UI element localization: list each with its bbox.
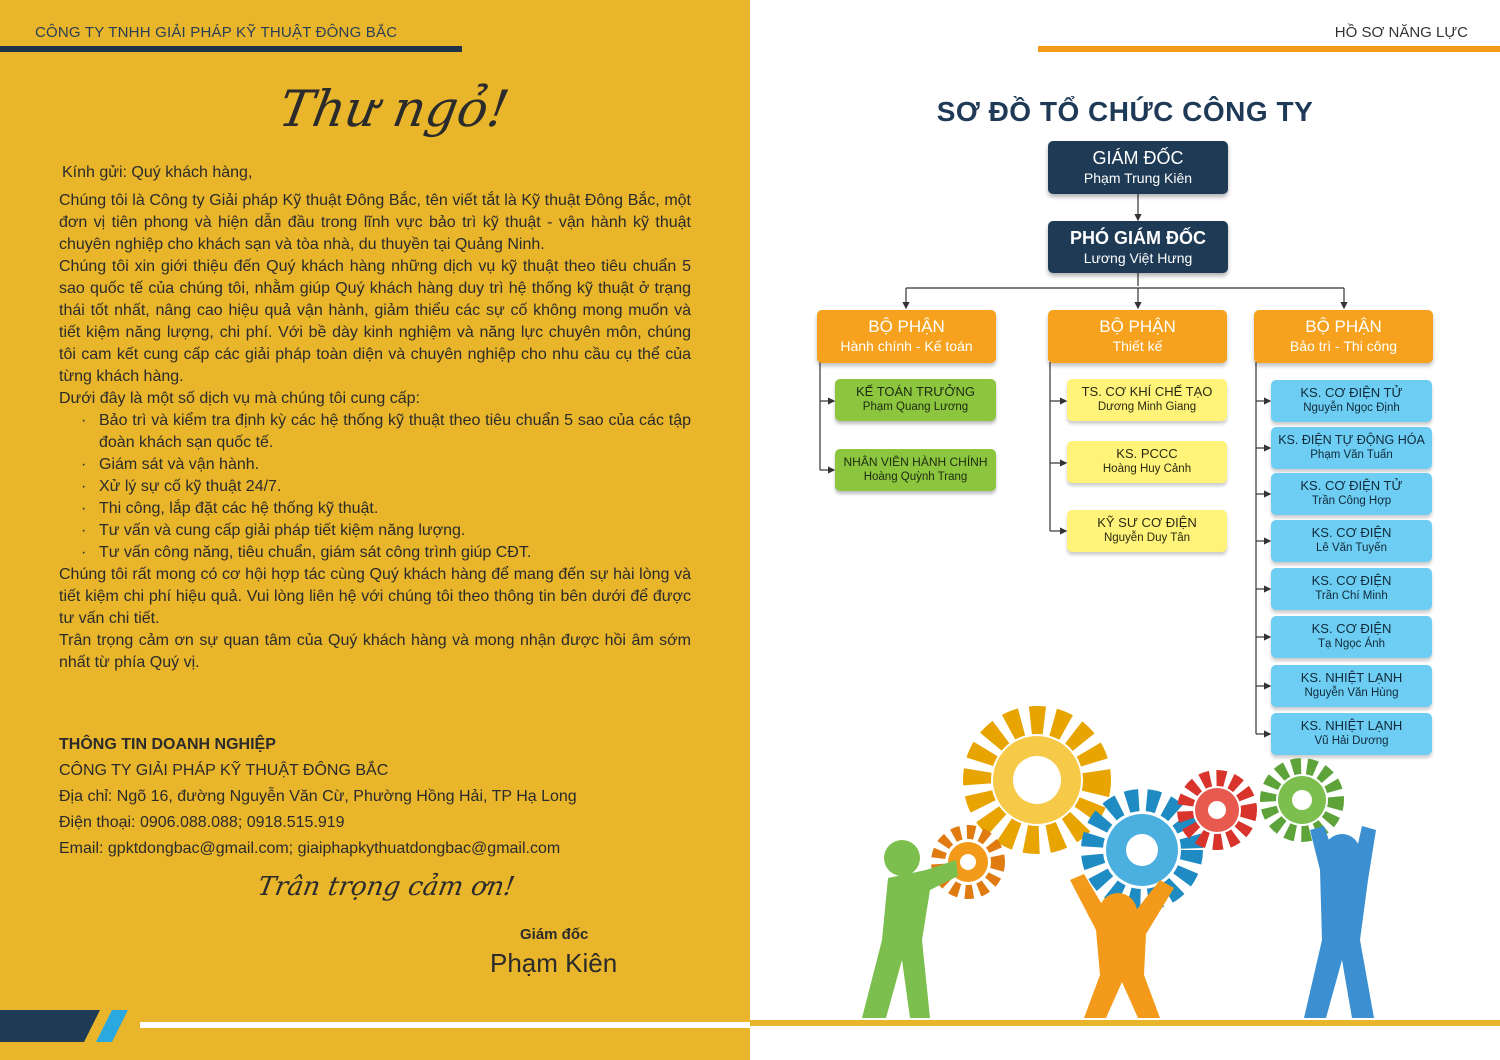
- staff-name: Nguyễn Duy Tân: [1103, 532, 1191, 544]
- staff-name: Nguyễn Văn Hùng: [1304, 687, 1399, 699]
- staff-name: Hoàng Quỳnh Trang: [863, 471, 968, 483]
- staff-title: TS. CƠ KHÍ CHẾ TẠO: [1081, 384, 1213, 399]
- staff-name: Dương Minh Giang: [1097, 401, 1197, 413]
- gear-icon: [977, 720, 1097, 840]
- staff-title: KS. CƠ ĐIỆN TỬ: [1300, 385, 1403, 400]
- signer-name: Phạm Kiên: [490, 948, 618, 978]
- gear-icon: [938, 832, 998, 892]
- business-info-title: THÔNG TIN DOANH NGHIỆP: [59, 736, 276, 753]
- letter-paragraph: Chúng tôi là Công ty Giải pháp Kỹ thuật Đông Bắc, tên viết tắt là Kỹ thuật Đông Bắc, một đơn vị tiên phong và hiện dẫn đầu trong lĩnh vực bảo trì kỹ thuật - vận hành kỹ thuật chuyên nghiệp cho khách sạn và tòa nhà, du thuyền tại Quảng Ninh.: [59, 192, 691, 253]
- department-title: BỘ PHẬN: [1099, 317, 1176, 336]
- staff-name: Phạm Quang Lương: [862, 401, 969, 413]
- staff-title: KS. CƠ ĐIỆN TỬ: [1300, 478, 1403, 493]
- staff-name: Phạm Văn Tuấn: [1310, 449, 1393, 461]
- signer-role: Giám đốc: [520, 926, 589, 943]
- letter-closing: Trân trọng cảm ơn sự quan tâm của Quý khách hàng và mong nhận được hồi âm sớm nhất từ phía Quý vị.: [59, 632, 691, 671]
- department-title: BỘ PHẬN: [1305, 317, 1382, 336]
- department-subtitle: Thiết kế: [1112, 338, 1163, 354]
- company-name: CÔNG TY GIẢI PHÁP KỸ THUẬT ĐÔNG BẮC: [59, 762, 389, 779]
- blue-figure-icon: [1304, 826, 1376, 1018]
- staff-name: Trần Chí Minh: [1315, 590, 1388, 602]
- staff-title: KS. CƠ ĐIỆN: [1311, 621, 1392, 636]
- staff-title: NHÂN VIÊN HÀNH CHÍNH: [843, 455, 988, 469]
- profile-header: HỒ SƠ NĂNG LỰC: [1334, 24, 1468, 41]
- staff-title: KS. CƠ ĐIỆN: [1311, 525, 1392, 540]
- staff-name: Nguyễn Ngọc Định: [1303, 402, 1400, 414]
- department-title: BỘ PHẬN: [868, 317, 945, 336]
- letter-paragraph: Chúng tôi xin giới thiệu đến Quý khách hàng những dịch vụ kỹ thuật theo tiêu chuẩn 5 sao quốc tế của chúng tôi, nhằm giúp Quý khách hàng duy trì hệ thống kỹ thuật ở trạng thái tốt nhất, nâng cao hiệu quả vận hành, giảm thiểu các sự cố không mong muốn và tiết kiệm năng lượng, chi phí. Với bề dày kinh nghiệm và năng lực chuyên môn, chúng tôi cam kết cung cấp các giải pháp toàn diện và chuyên nghiệp cho nhu cầu cụ thể của từng khách hàng.: [59, 258, 691, 385]
- department-subtitle: Hành chính - Kế toán: [840, 338, 973, 354]
- staff-name: Tạ Ngọc Ánh: [1317, 638, 1386, 650]
- department-subtitle: Bảo trì - Thi công: [1289, 338, 1398, 354]
- staff-name: Lê Văn Tuyến: [1316, 542, 1387, 554]
- service-item: · Giám sát và vận hành.: [59, 454, 691, 476]
- staff-name: Vũ Hải Dương: [1314, 735, 1389, 747]
- staff-name: Hoàng Huy Cảnh: [1102, 463, 1192, 475]
- service-item: · Bảo trì và kiểm tra định kỳ các hệ thống kỹ thuật theo tiêu chuẩn 5 sao của các tập đoàn khách sạn quốc tế.: [59, 410, 691, 454]
- company-email: Email: gpktdongbac@gmail.com; giaiphapkythuatdongbac@gmail.com: [59, 840, 561, 857]
- footer-bar: [140, 1022, 750, 1028]
- staff-title: KS. CƠ ĐIỆN: [1311, 573, 1392, 588]
- staff-title: KỸ SƯ CƠ ĐIỆN: [1097, 515, 1197, 530]
- company-phone: Điện thoại: 0906.088.088; 0918.515.919: [59, 814, 345, 831]
- org-chart-title: SƠ ĐỒ TỔ CHỨC CÔNG TY: [936, 96, 1314, 127]
- service-item: · Thi công, lắp đặt các hệ thống kỹ thuật.: [59, 498, 691, 520]
- gear-icon: [1092, 800, 1192, 900]
- deputy-name: Lương Việt Hưng: [1083, 250, 1193, 266]
- staff-title: KS. NHIỆT LẠNH: [1300, 670, 1403, 685]
- letter-closing: Chúng tôi rất mong có cơ hội hợp tác cùng Quý khách hàng để mang đến sự hài lòng và tiết kiệm chi phí hiệu quả. Vui lòng liên hệ với chúng tôi theo thông tin bên dưới để được tư vấn chi tiết.: [59, 566, 691, 627]
- footer-bar: [750, 1020, 1500, 1026]
- letter-paragraph: Dưới đây là một số dịch vụ mà chúng tôi cung cấp:: [59, 390, 420, 407]
- teamwork-gears-illustration: [750, 0, 1500, 1060]
- service-item: · Tư vấn công năng, tiêu chuẩn, giám sát công trình giúp CĐT.: [59, 542, 691, 564]
- director-name: Phạm Trung Kiên: [1083, 170, 1193, 186]
- gear-icon: [1268, 766, 1336, 834]
- service-item: · Tư vấn và cung cấp giải pháp tiết kiệm năng lượng.: [59, 520, 691, 542]
- staff-name: Trần Công Hợp: [1311, 495, 1392, 507]
- company-address: Địa chỉ: Ngõ 16, đường Nguyễn Văn Cừ, Phường Hồng Hải, TP Hạ Long: [59, 788, 577, 805]
- deputy-title: PHÓ GIÁM ĐỐC: [1069, 228, 1206, 248]
- service-item: · Xử lý sự cố kỹ thuật 24/7.: [59, 476, 691, 498]
- staff-title: KS. ĐIỆN TỰ ĐỘNG HÓA: [1278, 433, 1425, 447]
- orange-figure-icon: [1070, 874, 1174, 1018]
- director-title: GIÁM ĐỐC: [1092, 148, 1184, 168]
- staff-title: KẾ TOÁN TRƯỞNG: [855, 384, 976, 399]
- staff-title: KS. PCCC: [1116, 446, 1178, 461]
- letter-title: Thư ngỏ!: [274, 80, 514, 138]
- gear-icon: [1185, 778, 1249, 842]
- staff-title: KS. NHIỆT LẠNH: [1300, 718, 1403, 733]
- letter-greeting: Kính gửi: Quý khách hàng,: [62, 164, 253, 181]
- company-header: CÔNG TY TNHH GIẢI PHÁP KỸ THUẬT ĐÔNG BẮC: [35, 24, 398, 41]
- thanks-text: Trân trọng cảm ơn!: [255, 872, 517, 902]
- green-figure-icon: [862, 840, 958, 1018]
- right-page: [750, 0, 1500, 1060]
